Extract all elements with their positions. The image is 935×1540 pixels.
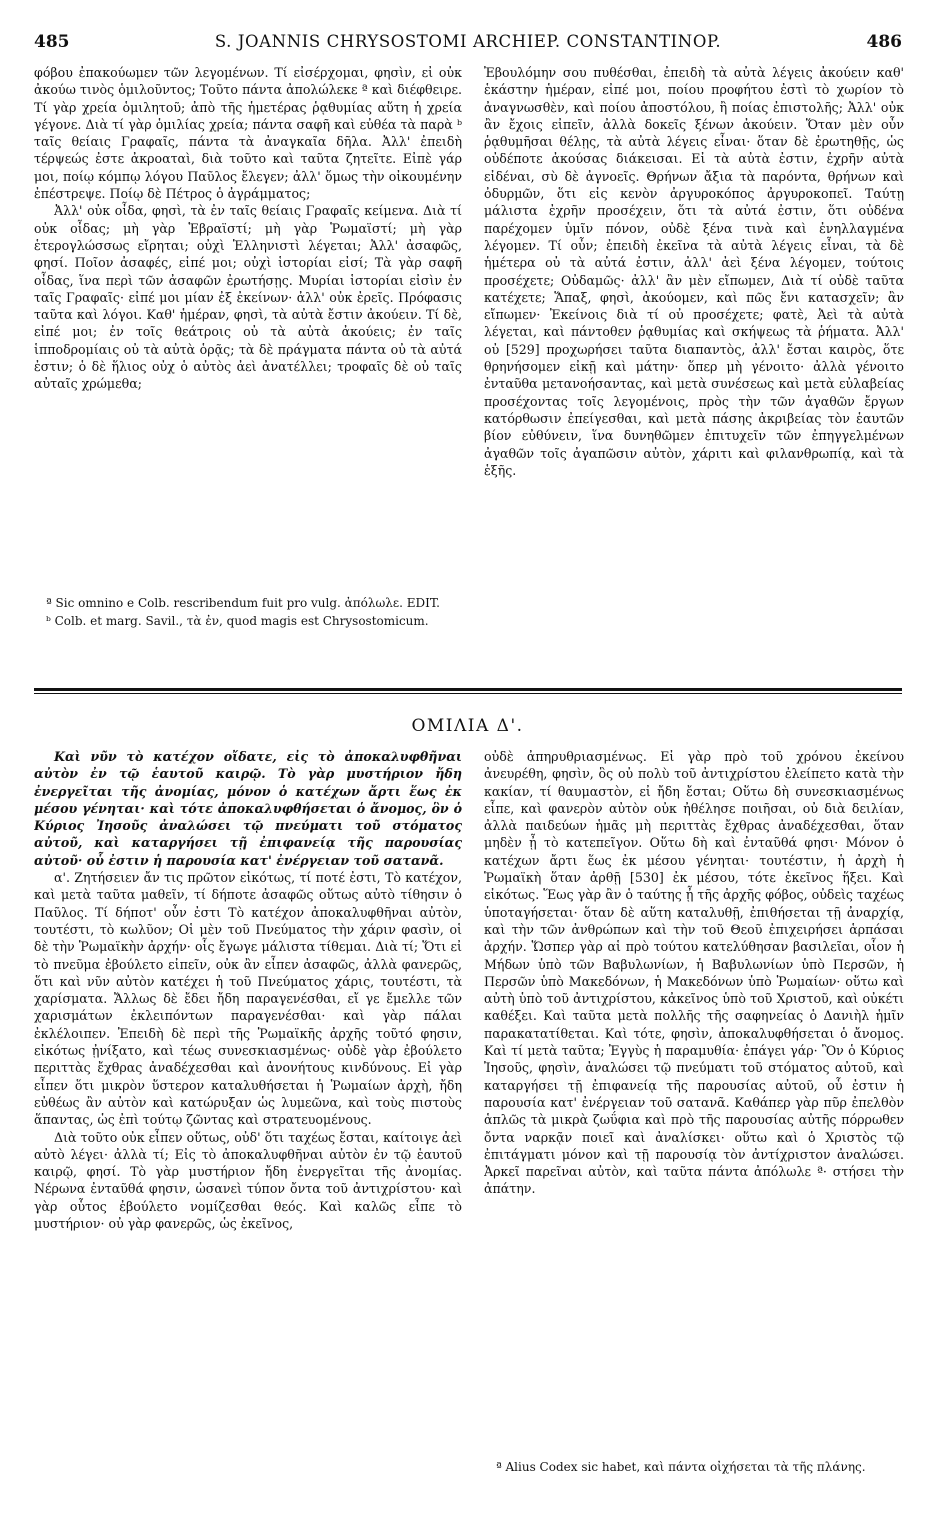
footnote: ª Alius Codex sic habet, καὶ πάντα οἰχήσεται τὰ τῆς πλάνης. [496,1460,866,1474]
scripture-lemma: Καὶ νῦν τὸ κατέχον οἴδατε, εἰς τὸ ἀποκαλυφθῆναι αὐτὸν ἐν τῷ ἑαυτοῦ καιρῷ. Τὸ γὰρ μυστήριον ἤδη ἐνεργεῖται τῆς ἀνομίας, μόνον ὁ κατέχων ἄρτι ἕως ἐκ μέσου γένηται· καὶ τότε ἀποκαλυφθήσεται ὁ ἄνομος, ὃν ὁ Κύριος Ἰησοῦς ἀναλώσει τῷ πνεύματι τοῦ στόματος αὐτοῦ, καὶ καταργήσει τῇ ἐπιφανείᾳ τῆς παρουσίας αὐτοῦ· οὗ ἐστιν ἡ παρουσία κατ' ἐνέργειαν τοῦ σατανᾶ. [34,749,462,868]
page-number-right: 486 [866,32,902,52]
running-title: S. JOANNIS CHRYSOSTOMI ARCHIEP. CONSTANTINOP. [214,32,722,51]
paragraph: Ἀλλ' οὐκ οἶδα, φησὶ, τὰ ἐν ταῖς θείαις Γραφαῖς κείμενα. Διὰ τί οὐκ οἶδας; μὴ γὰρ Ἑβραϊστί; μὴ γὰρ Ῥωμαϊστί; μὴ γὰρ ἑτερογλώσσως εἴρηται; οὐχὶ Ἑλληνιστὶ λέγεται; Ἀλλ' ἀσαφῶς, φησί. Ποῖον ἀσαφές, εἰπέ μοι; οὐχὶ ἱστορίαι εἰσί; Τὰ γὰρ σαφῆ οἶδας, ἵνα περὶ τῶν ἀσαφῶν ἐρωτήσῃς. Μυρίαι ἱστορίαι εἰσὶν ἐν ταῖς Γραφαῖς· εἰπέ μοι μίαν ἐξ ἐκείνων· ἀλλ' οὐκ ἐρεῖς. Πρόφασις ταῦτα καὶ λόγοι. Καθ' ἡμέραν, φησὶ, τὰ αὐτὰ ἔστιν ἀκούειν. Τί δὲ, εἰπέ μοι; ἐν τοῖς θεάτροις οὐ τὰ αὐτὰ ἀκούεις; ἐν ταῖς ἱπποδρομίαις οὐ τὰ αὐτὰ ὁρᾷς; τὰ δὲ πράγματα πάντα οὐ τὰ αὐτά ἐστιν; ὁ δὲ ἥλιος οὐχ ὁ αὐτὸς ἀεὶ ἀνατέλλει; τροφαῖς δὲ οὐ ταῖς αὐταῖς χρώμεθα; [34,203,462,392]
homily-title: ΟΜΙΛΙΑ Δ'. [411,716,524,736]
bottom-left-column [34,748,462,1438]
paragraph: οὐδὲ ἀπηρυθριασμένως. Εἰ γὰρ πρὸ τοῦ χρόνου ἐκείνου ἀνευρέθη, φησὶν, ὃς οὐ πολὺ τοῦ ἀντιχρίστου ἐλείπετο κατὰ τὴν κακίαν, τί θαυμαστὸν, εἰ ἤδη ἔσται; Οὕτω δὴ συνεσκιασμένως εἶπε, καὶ φανερὸν αὐτὸν οὐκ ἠθέλησε ποιῆσαι, οὐ διὰ δειλίαν, ἀλλὰ παιδεύων ἡμᾶς μὴ περιττὰς ἔχθρας ἀναδέχεσθαι, ὅταν μηδὲν ᾖ τὸ κατεπεῖγον. Οὕτω δὴ καὶ ἐνταῦθά φησι· Μόνον ὁ κατέχων ἄρτι ἕως ἐκ μέσου γένηται· τουτέστιν, ἡ ἀρχὴ ἡ Ῥωμαϊκὴ ὅταν ἀρθῇ [530] ἐκ μέσου, τότε ἐκεῖνος ἥξει. Καὶ εἰκότως. Ἕως γὰρ ἂν ὁ ταύτης ᾖ τῆς ἀρχῆς φόβος, οὐδεὶς ταχέως ὑποταγήσεται· ὅταν δὲ αὕτη καταλυθῇ, ἐπιθήσεται τῇ ἀναρχίᾳ, καὶ τὴν τῶν ἀνθρώπων καὶ τὴν τοῦ Θεοῦ ἐπιχειρήσει ἁρπάσαι ἀρχήν. Ὥσπερ γὰρ αἱ πρὸ τούτου κατελύθησαν βασιλεῖαι, οἷον ἡ Μήδων ὑπὸ τῶν Βαβυλωνίων, ἡ Βαβυλωνίων ὑπὸ Περσῶν, ἡ Περσῶν ὑπὸ Μακεδόνων, ἡ Μακεδόνων ὑπὸ Ῥωμαίων· οὕτω καὶ αὐτὴ ὑπὸ τοῦ ἀντιχρίστου, κἀκεῖνος ὑπὸ τοῦ Χριστοῦ, καὶ οὐκέτι καθέξει. Καὶ ταῦτα μετὰ πολλῆς τῆς σαφηνείας ὁ Δανιὴλ ἡμῖν παρακατατίθεται. Καὶ τότε, φησὶν, ἀποκαλυφθήσεται ὁ ἄνομος. Καὶ τί μετὰ ταῦτα; Ἐγγὺς ἡ παραμυθία· ἐπάγει γάρ· Ὃν ὁ Κύριος Ἰησοῦς, φησὶν, ἀναλώσει τῷ πνεύματι τοῦ στόματος αὐτοῦ, καὶ καταργήσει τῇ ἐπιφανείᾳ τῆς παρουσίας αὐτοῦ, οὗ ἐστιν ἡ παρουσία κατ' ἐνέργειαν τοῦ σατανᾶ. Καθάπερ γὰρ πῦρ ἐπελθὸν ἁπλῶς τὰ μικρὰ ζωΰφια καὶ πρὸ τῆς παρουσίας αὐτῆς πόρρωθεν ὄντα ναρκᾷν ποιεῖ καὶ ἀναλίσκει· οὕτω καὶ ὁ Χριστὸς τῷ ἐπιτάγματι μόνον καὶ τῇ παρουσίᾳ τὸν ἀντίχριστον ἀναλώσει. Ἀρκεῖ παρεῖναι αὐτὸν, καὶ ταῦτα πάντα ἀπόλωλε ª· στήσει τὴν ἀπάτην. [484,749,904,1197]
top-left-column [34,64,462,584]
top-right-column [484,64,904,704]
footnote: ª Sic omnino e Colb. rescribendum fuit pro vulg. ἀπόλωλε. EDIT. [46,596,440,610]
running-header [34,32,902,58]
paragraph: Διὰ τοῦτο οὐκ εἶπεν οὕτως, οὐδ' ὅτι ταχέως ἔσται, καίτοιγε ἀεὶ αὐτὸ λέγει· ἀλλὰ τί; Εἰς τὸ ἀποκαλυφθῆναι αὐτὸν ἐν τῷ ἑαυτοῦ καιρῷ, φησί. Τὸ γὰρ μυστήριον ἤδη ἐνεργεῖται τῆς ἀνομίας. Νέρωνα ἐνταῦθά φησιν, ὡσανεὶ τύπον ὄντα τοῦ ἀντιχρίστου· καὶ γὰρ οὗτος ἐβούλετο νομίζεσθαι θεός. Καὶ καλῶς εἶπε τὸ μυστήριον· οὐ γὰρ φανερῶς, ὡς ἐκεῖνος, [34,1129,462,1232]
paragraph: α'. Ζητήσειεν ἄν τις πρῶτον εἰκότως, τί ποτέ ἐστι, Τὸ κατέχον, καὶ μετὰ ταῦτα μαθεῖν, τί δήποτε ἀσαφῶς οὕτως αὐτὸ τίθησιν ὁ Παῦλος. Τί δήποτ' οὖν ἐστι Τὸ κατέχον ἀποκαλυφθῆναι αὐτὸν, τουτέστι, τὸ κωλῦον; Οἱ μὲν τοῦ Πνεύματος τὴν χάριν φασὶν, οἱ δὲ τὴν Ῥωμαϊκὴν ἀρχήν· οἷς ἔγωγε μάλιστα τίθεμαι. Διὰ τί; Ὅτι εἰ τὸ πνεῦμα ἐβούλετο εἰπεῖν, οὐκ ἂν εἶπεν ἀσαφῶς, ἀλλὰ φανερῶς, ὅτι καὶ νῦν αὐτὸν κατέχει ἡ τοῦ Πνεύματος χάρις, τουτέστι, τὰ χαρίσματα. Ἄλλως δὲ ἔδει ἤδη παραγενέσθαι, εἴ γε ἔμελλε τῶν χαρισμάτων ἐκλειπόντων παραγενέσθαι· καὶ γὰρ πάλαι ἐκλέλοιπεν. Ἐπειδὴ δὲ περὶ τῆς Ῥωμαϊκῆς ἀρχῆς τοῦτό φησιν, εἰκότως ᾐνίξατο, καὶ τέως συνεσκιασμένως· οὐδὲ γὰρ ἐβούλετο περιττὰς ἔχθρας ἀναδέχεσθαι καὶ ἀνονήτους κινδύνους. Εἰ γὰρ εἶπεν ὅτι μικρὸν ὕστερον καταλυθήσεται ἡ Ῥωμαίων ἀρχὴ, ἤδη εὐθέως ἂν αὐτὸν καὶ κατώρυξαν ὡς λυμεῶνα, καὶ τοὺς πιστοὺς ἅπαντας, ὡς ἐπὶ τούτῳ ζῶντας καὶ στρατευομένους. [34,870,462,1128]
section-divider [34,688,902,694]
page-number-left: 485 [34,32,70,52]
paragraph: φόβου ἐπακούωμεν τῶν λεγομένων. Τί εἰσέρχομαι, φησὶν, εἰ οὐκ ἀκούω τινὸς ὁμιλοῦντος; Τοῦτο πάντα ἀπολώλεκε ª καὶ διέφθειρε. Τί γὰρ χρεία ὁμιλητοῦ; ἀπὸ τῆς ἡμετέρας ῥᾳθυμίας αὕτη ἡ χρεία γέγονε. Διὰ τί γὰρ ὁμιλίας χρεία; πάντα σαφῆ καὶ εὐθέα τὰ παρὰ ᵇ ταῖς θείαις Γραφαῖς, πάντα τὰ ἀναγκαῖα δῆλα. Ἀλλ' ἐπειδὴ τέρψεώς ἐστε ἀκροαταὶ, διὰ τοῦτο καὶ ταῦτα ζητεῖτε. Εἰπὲ γάρ μοι, ποίῳ κόμπῳ λόγου Παῦλος ἔλεγεν; ἀλλ' ὅμως τὴν οἰκουμένην ἐπέστρεψε. Ποίῳ δὲ Πέτρος ὁ ἀγράμματος; [34,65,462,202]
footnote: ᵇ Colb. et marg. Savil., τὰ ἐν, quod magis est Chrysostomicum. [46,613,429,628]
paragraph: Ἐβουλόμην σου πυθέσθαι, ἐπειδὴ τὰ αὐτὰ λέγεις ἀκούειν καθ' ἑκάστην ἡμέραν, εἰπέ μοι, ποίου προφήτου ἐστὶ τὸ χωρίον τὸ ἀναγνωσθὲν, καὶ ποίου ἀποστόλου, ἢ ποίας ἐπιστολῆς; Ἀλλ' οὐκ ἂν ἔχοις εἰπεῖν, ἀλλὰ δοκεῖς ξένων ἀκούειν. Ὅταν μὲν οὖν ῥᾳθυμῆσαι θέλῃς, τὰ αὐτὰ λέγεις εἶναι· ὅταν δὲ ἐρωτηθῇς, ὡς οὐδέποτε ἀκούσας διάκεισαι. Εἰ τὰ αὐτὰ ἐστιν, ἐχρῆν αὐτὰ εἰδέναι, σὺ δὲ ἀγνοεῖς. Θρήνων ἄξια τὰ παρόντα, θρήνων καὶ ὀδυρμῶν, ὅτι εἰς κενὸν ἀργυροκόπος ἀργυροκοπεῖ. Ταύτῃ μάλιστα ἐχρῆν προσέχειν, ὅτι τὰ αὐτά ἐστιν, ὅτι οὐδένα παρέχομεν ὑμῖν πόνον, οὐδὲ ξένα τινὰ καὶ ἐνηλλαγμένα λέγομεν. Τί οὖν; ἐπειδὴ ἐκεῖνα τὰ αὐτὰ λέγεις εἶναι, τὰ δὲ ἡμέτερα οὐ τὰ αὐτά ἐστιν, ἀλλ' ἀεὶ ξένα λέγομεν, τούτοις προσέχετε; Οὐδαμῶς· ἀλλ' ἂν μὲν εἴπωμεν, Διὰ τί οὐδὲ ταῦτα κατέχετε; Ἅπαξ, φησὶ, ἀκούομεν, καὶ πῶς ἔνι κατασχεῖν; ἂν εἴπωμεν· Ἐκείνοις διὰ τί οὐ προσέχετε; φατὲ, Ἀεὶ τὰ αὐτὰ λέγεται, καὶ πάντοθεν ῥᾳθυμίας καὶ σκήψεως τὰ ῥήματα. Ἀλλ' οὐ [529] προχωρήσει ταῦτα διαπαντὸς, ἀλλ' ἔσται καιρὸς, ὅτε θρηνήσομεν εἰκῇ καὶ μάτην· ὅπερ μὴ γένοιτο· ἀλλὰ γένοιτο ἐνταῦθα μετανοήσαντας, καὶ μετὰ συνέσεως καὶ μετὰ εὐλαβείας προσέχοντας τοῖς λεγομένοις, πρὸς τὴν τῶν ἀγαθῶν ἔργων κατόρθωσιν ἐπείγεσθαι, καὶ μετὰ πάσης ἀκριβείας τὸν ἑαυτῶν βίον εὐθύνειν, ἵνα δυνηθῶμεν ἐπιτυχεῖν τῶν ἐπηγγελμένων ἀγαθῶν τοῖς ἀγαπῶσιν αὐτὸν, χάριτι καὶ φιλανθρωπίᾳ, καὶ τὰ ἑξῆς. [484,65,904,478]
footnotes-left [34,596,462,684]
footnotes-right [484,1460,904,1500]
bottom-right-column [484,748,904,1453]
